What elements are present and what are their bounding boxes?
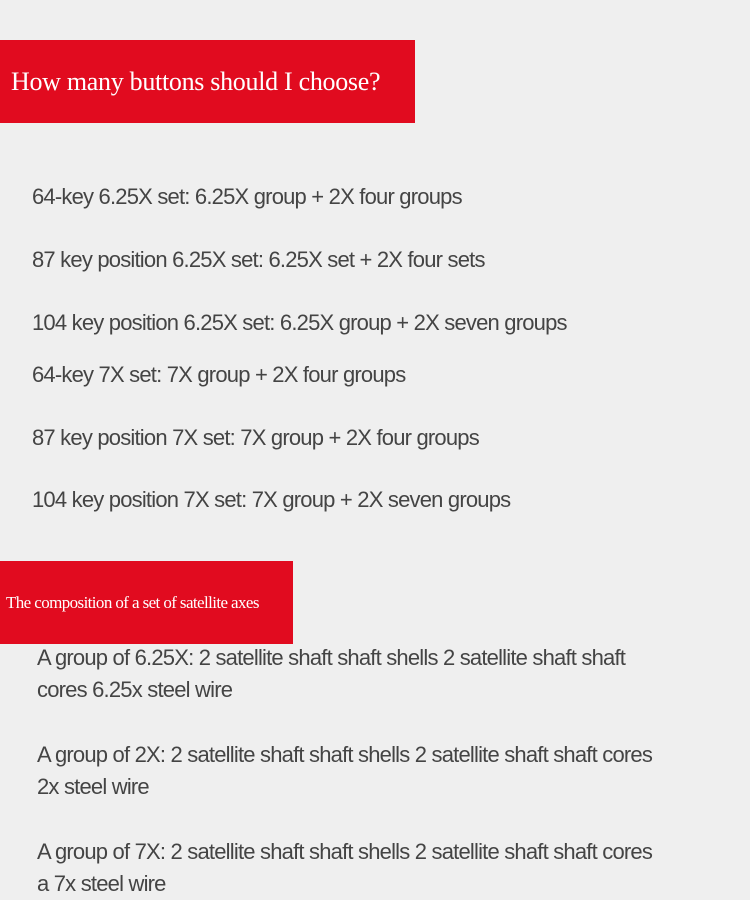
option-64-key-625x: 64-key 6.25X set: 6.25X group + 2X four groups <box>32 184 462 209</box>
option-64-key-7x: 64-key 7X set: 7X group + 2X four groups <box>32 362 406 387</box>
option-104-key-7x: 104 key position 7X set: 7X group + 2X seven groups <box>32 487 511 512</box>
option-87-key-7x: 87 key position 7X set: 7X group + 2X four groups <box>32 425 479 450</box>
option-87-key-625x: 87 key position 6.25X set: 6.25X set + 2X four sets <box>32 247 485 272</box>
composition-heading <box>0 561 293 644</box>
option-104-key-625x: 104 key position 6.25X set: 6.25X group + 2X seven groups <box>32 310 567 335</box>
composition-item-2x: A group of 2X: 2 satellite shaft shaft shells 2 satellite shaft shaft cores 2x steel wire <box>37 742 653 799</box>
composition-item-7x: A group of 7X: 2 satellite shaft shaft shells 2 satellite shaft shaft cores a 7x steel wire <box>37 839 653 896</box>
composition-title: The composition of a set of satellite axes <box>6 592 259 612</box>
composition-item-625x: A group of 6.25X: 2 satellite shaft shaft shells 2 satellite shaft shaft cores 6.25x steel wire <box>37 645 626 702</box>
choose-buttons-title: How many buttons should I choose? <box>11 66 381 96</box>
choose-buttons-heading <box>0 40 415 123</box>
